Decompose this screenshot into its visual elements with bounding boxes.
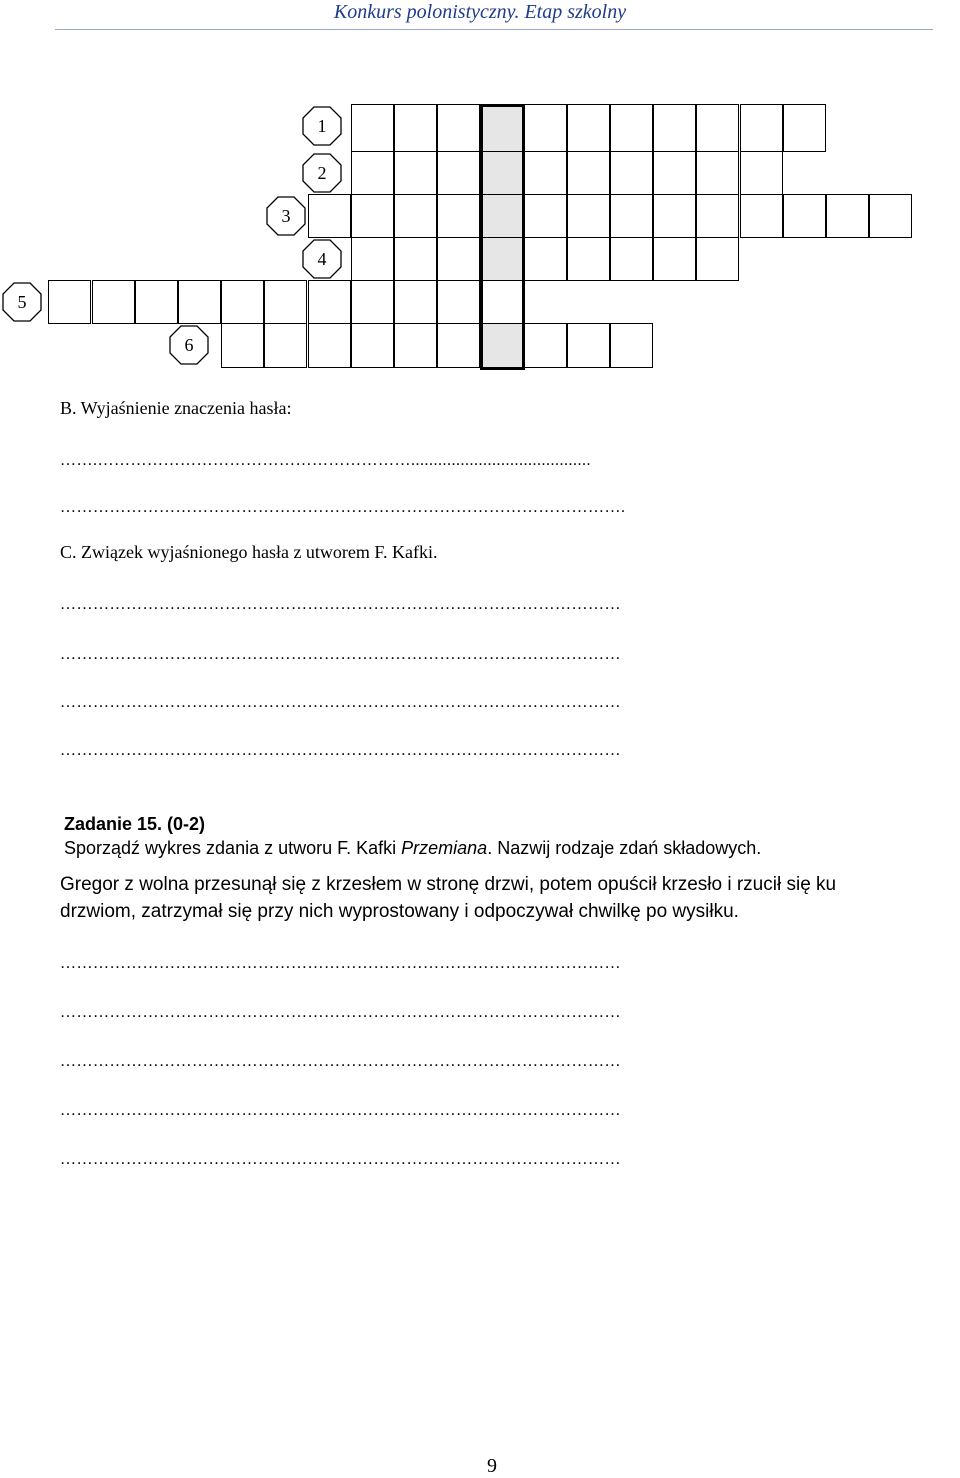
task-15-answer-line-2[interactable]: ………………………………………………………………………………………… xyxy=(60,1004,621,1021)
task-15-answer-line-1[interactable]: ………………………………………………………………………………………… xyxy=(60,955,621,972)
section-c-answer-line-1[interactable]: ………………………………………………………………………………………… xyxy=(60,596,621,613)
task-15-instruction-post: . Nazwij rodzaje zdań składowych. xyxy=(487,838,762,858)
crossword-row-number-label: 2 xyxy=(317,163,327,183)
crossword-cell-row-3[interactable] xyxy=(740,194,783,238)
crossword-cell-row-6[interactable] xyxy=(437,323,480,368)
section-b-answer-line-2[interactable]: …………………………………………………………………………………………. xyxy=(60,499,626,516)
crossword-cell-row-6[interactable] xyxy=(610,323,653,368)
crossword-cell-row-5[interactable] xyxy=(264,280,307,324)
crossword-row-number-1 xyxy=(302,106,342,146)
crossword-cell-row-4[interactable] xyxy=(653,237,696,281)
section-c-answer-line-3[interactable]: ………………………………………………………………………………………… xyxy=(60,694,621,711)
crossword-cell-row-5[interactable] xyxy=(178,280,221,324)
crossword-cell-row-4[interactable] xyxy=(696,237,739,281)
task-15-instruction-pre: Sporządź wykres zdania z utworu F. Kafki xyxy=(64,838,402,858)
crossword-cell-row-1[interactable] xyxy=(351,104,394,152)
crossword-key-column xyxy=(480,104,525,370)
crossword-cell-row-4[interactable] xyxy=(394,237,437,281)
crossword-cell-row-6[interactable] xyxy=(394,323,437,368)
crossword-cell-row-4[interactable] xyxy=(610,237,653,281)
crossword-cell-row-2[interactable] xyxy=(610,151,653,195)
task-15-answer-line-4[interactable]: ………………………………………………………………………………………… xyxy=(60,1102,621,1119)
crossword-cell-row-6[interactable] xyxy=(308,323,351,368)
task-15-sentence xyxy=(60,871,836,925)
crossword-cell-row-3[interactable] xyxy=(783,194,826,238)
task-15-instruction xyxy=(64,838,761,859)
crossword-cell-row-3[interactable] xyxy=(696,194,739,238)
crossword-cell-row-5[interactable] xyxy=(351,280,394,324)
crossword-cell-row-3[interactable] xyxy=(351,194,394,238)
crossword-row-number-5 xyxy=(2,282,42,322)
crossword-cell-row-1[interactable] xyxy=(394,104,437,152)
task-15-sentence-line-2: drzwiom, zatrzymał się przy nich wyprostowany i odpoczywał chwilkę po wysiłku. xyxy=(60,901,739,922)
crossword-cell-row-3[interactable] xyxy=(308,194,351,238)
task-15-title: Zadanie 15. (0-2) xyxy=(64,814,206,834)
crossword-row-number-6 xyxy=(169,325,209,365)
crossword-cell-row-2[interactable] xyxy=(653,151,696,195)
crossword-row-number-4 xyxy=(302,239,342,279)
crossword-cell-row-3[interactable] xyxy=(567,194,610,238)
crossword-cell-row-1[interactable] xyxy=(740,104,783,152)
task-15-answer-line-3[interactable]: ………………………………………………………………………………………… xyxy=(60,1053,621,1070)
crossword-cell-row-5[interactable] xyxy=(48,280,91,324)
crossword-cell-row-5[interactable] xyxy=(437,280,480,324)
crossword-cell-row-1[interactable] xyxy=(696,104,739,152)
crossword-cell-row-6[interactable] xyxy=(567,323,610,368)
crossword-row-number-label: 6 xyxy=(184,335,194,355)
crossword-cell-row-1[interactable] xyxy=(567,104,610,152)
crossword-cell-row-4[interactable] xyxy=(524,237,567,281)
crossword-cell-row-3[interactable] xyxy=(610,194,653,238)
page-number: 9 xyxy=(487,1455,497,1477)
header-divider xyxy=(55,29,933,30)
crossword-row-number-3 xyxy=(266,196,306,236)
crossword-cell-row-3[interactable] xyxy=(394,194,437,238)
crossword-cell-row-5[interactable] xyxy=(221,280,264,324)
crossword-cell-row-3[interactable] xyxy=(653,194,696,238)
crossword-row-number-2 xyxy=(302,153,342,193)
crossword-cell-row-1[interactable] xyxy=(524,104,567,152)
page-header: Konkurs polonistyczny. Etap szkolny xyxy=(333,1,627,23)
crossword-cell-row-6[interactable] xyxy=(264,323,307,368)
crossword-cell-row-3[interactable] xyxy=(869,194,912,238)
crossword-cell-row-5[interactable] xyxy=(394,280,437,324)
crossword-cell-row-4[interactable] xyxy=(567,237,610,281)
crossword-row-number-label: 5 xyxy=(17,292,27,312)
task-15-sentence-line-1: Gregor z wolna przesunął się z krzesłem w stronę drzwi, potem opuścił krzesło i rzucił się ku xyxy=(60,874,837,895)
task-15-work-title: Przemiana xyxy=(401,838,488,858)
section-c-answer-line-2[interactable]: ………………………………………………………………………………………… xyxy=(60,646,621,663)
section-b-answer-line-1[interactable]: …….…………………………………………………........................................ xyxy=(60,452,591,469)
crossword-cell-row-6[interactable] xyxy=(524,323,567,368)
crossword-cell-row-5[interactable] xyxy=(308,280,351,324)
crossword-cell-row-1[interactable] xyxy=(653,104,696,152)
crossword-cell-row-2[interactable] xyxy=(437,151,480,195)
crossword-cell-row-2[interactable] xyxy=(567,151,610,195)
crossword-cell-row-3[interactable] xyxy=(524,194,567,238)
crossword-cell-row-3[interactable] xyxy=(437,194,480,238)
crossword-cell-row-2[interactable] xyxy=(351,151,394,195)
section-b-label: B. Wyjaśnienie znaczenia hasła: xyxy=(60,398,292,418)
crossword-cell-row-1[interactable] xyxy=(437,104,480,152)
crossword-cell-row-1[interactable] xyxy=(610,104,653,152)
crossword-cell-row-3[interactable] xyxy=(826,194,869,238)
crossword-row-number-label: 1 xyxy=(317,116,327,136)
crossword-cell-row-2[interactable] xyxy=(394,151,437,195)
crossword-cell-row-2[interactable] xyxy=(696,151,739,195)
crossword-cell-row-6[interactable] xyxy=(221,323,264,368)
crossword-row-number-label: 4 xyxy=(317,249,327,269)
section-c-answer-line-4[interactable]: ………………………………………………………………………………………… xyxy=(60,742,621,759)
crossword-cell-row-2[interactable] xyxy=(740,151,783,195)
crossword-cell-row-4[interactable] xyxy=(437,237,480,281)
crossword-cell-row-1[interactable] xyxy=(783,104,826,152)
crossword-cell-row-4[interactable] xyxy=(351,237,394,281)
crossword-cell-row-2[interactable] xyxy=(524,151,567,195)
crossword-cell-row-5[interactable] xyxy=(92,280,135,324)
crossword-cell-row-6[interactable] xyxy=(351,323,394,368)
task-15-answer-line-5[interactable]: ………………………………………………………………………………………… xyxy=(60,1151,621,1168)
section-c-label: C. Związek wyjaśnionego hasła z utworem F. Kafki. xyxy=(60,542,438,562)
crossword-cell-row-5[interactable] xyxy=(135,280,178,324)
crossword-row-number-label: 3 xyxy=(281,206,291,226)
